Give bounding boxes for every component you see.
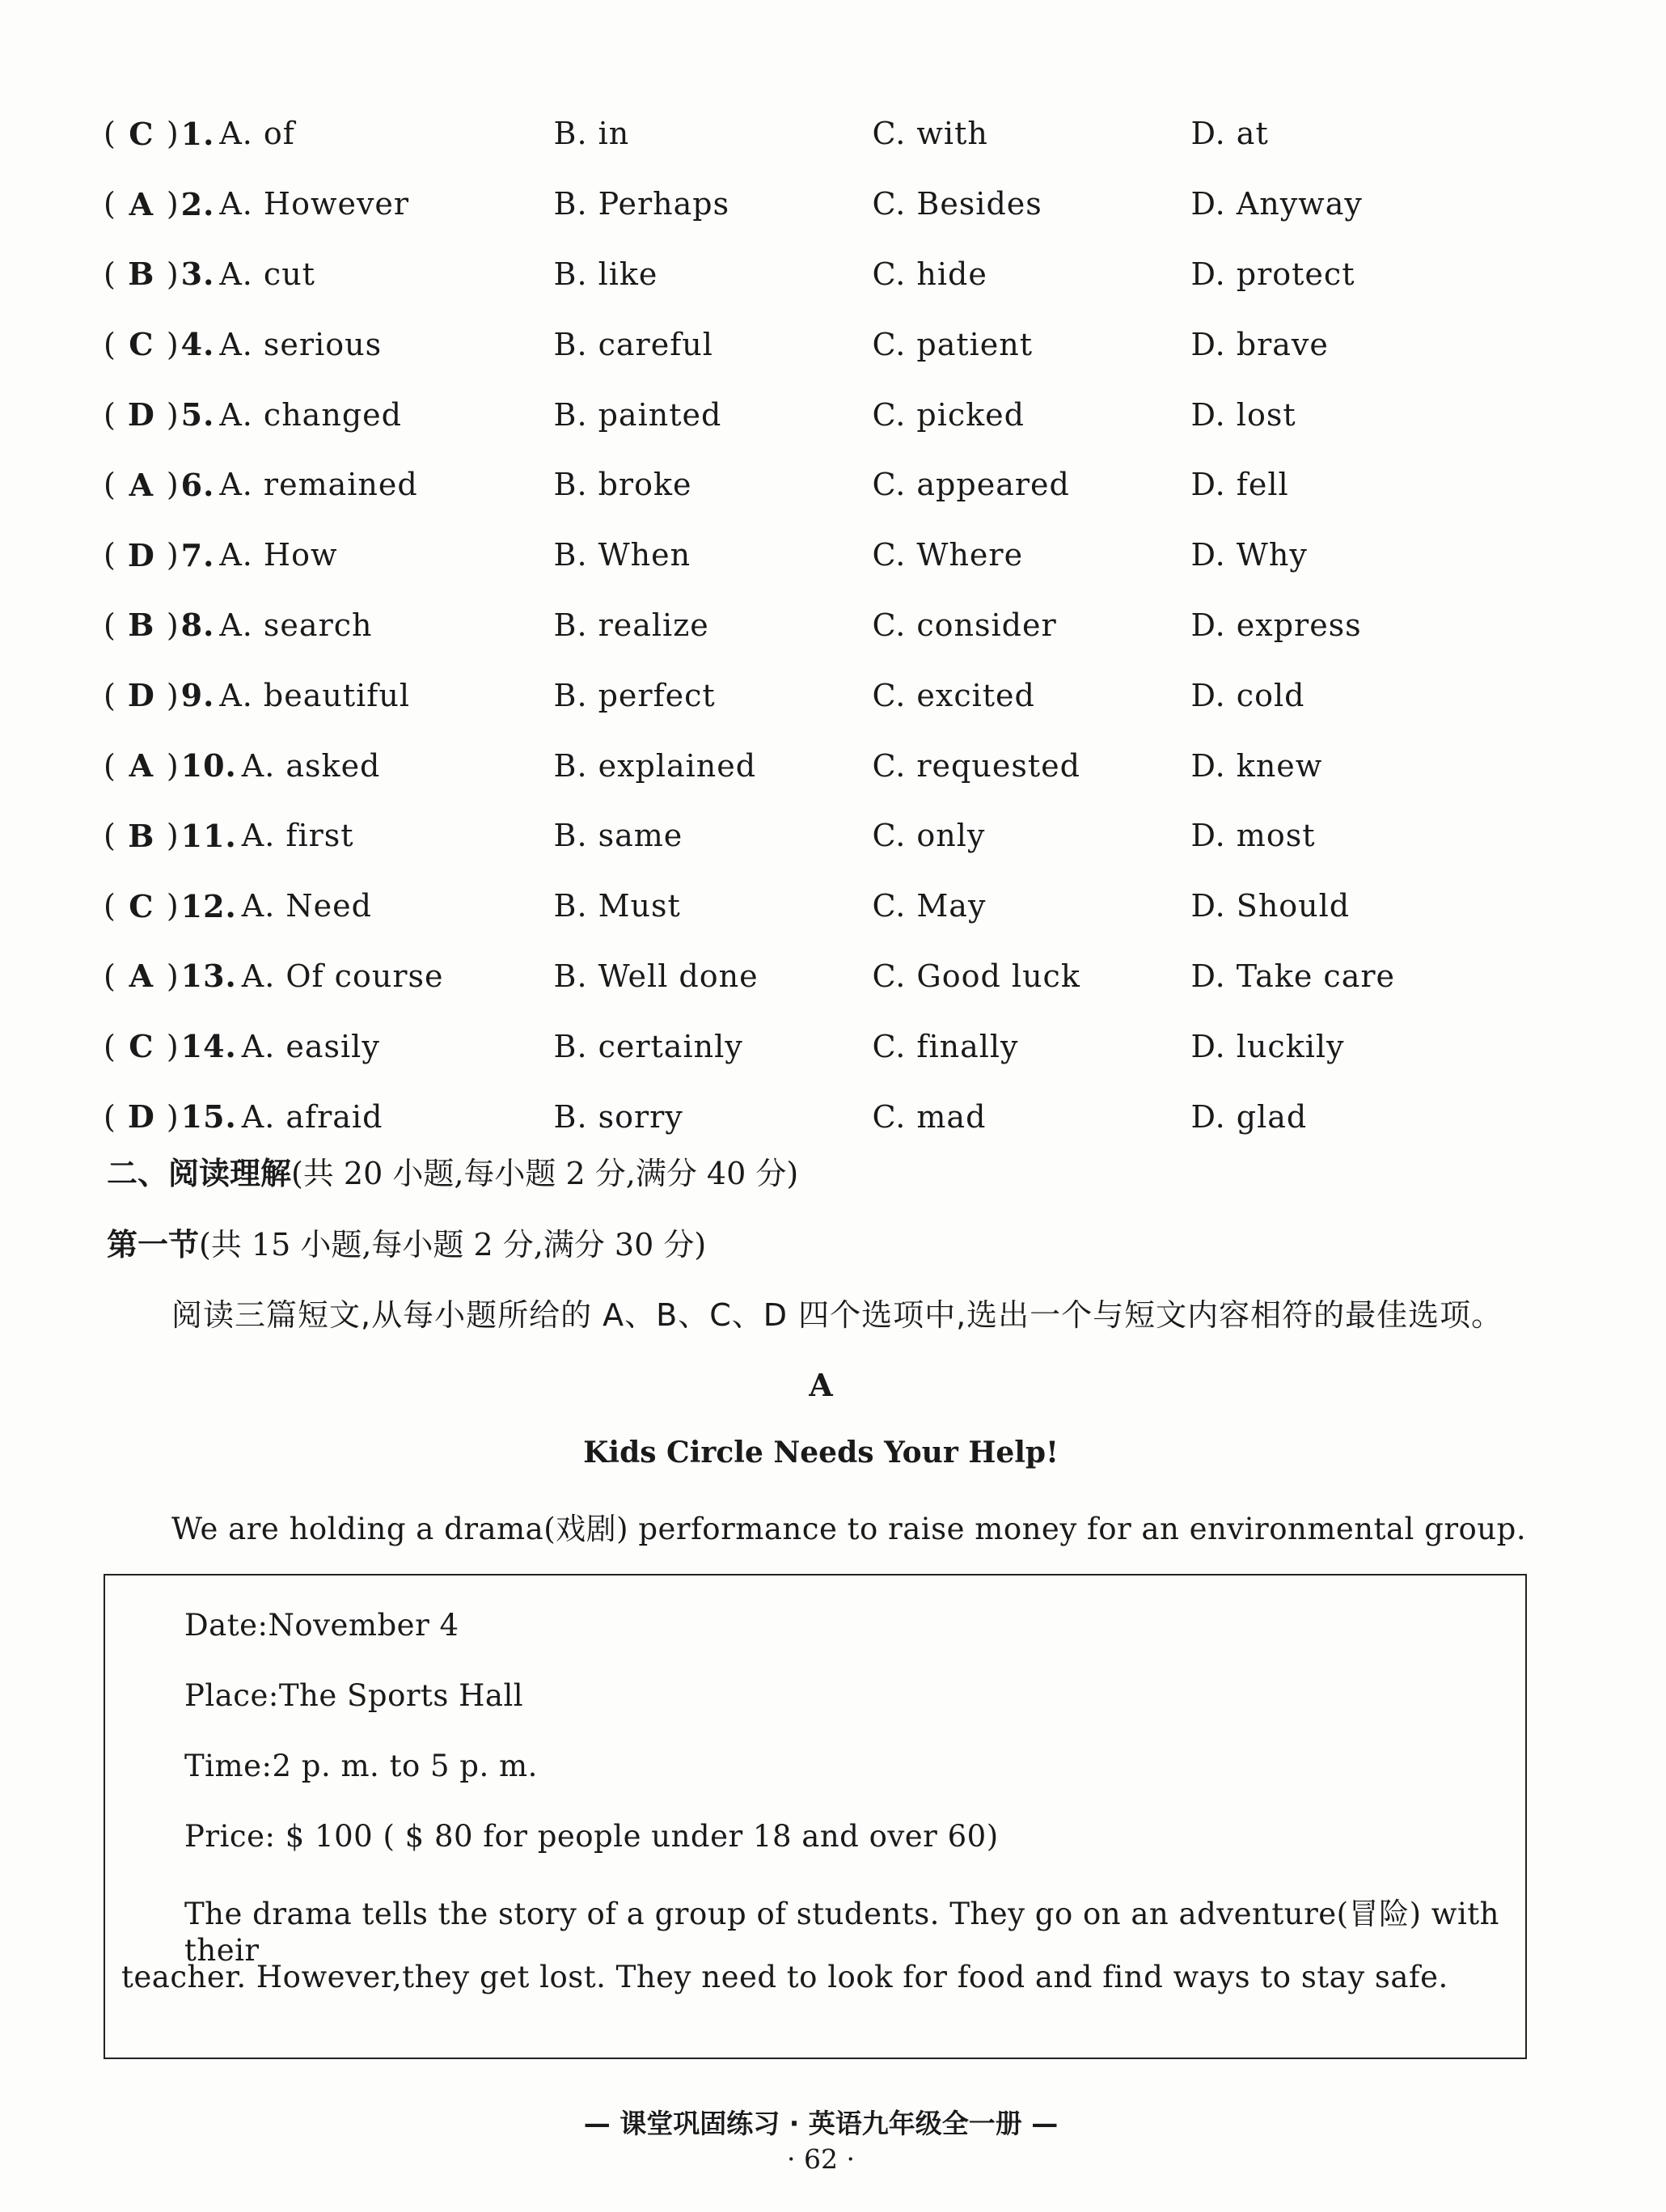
option-b: B. broke <box>553 467 692 503</box>
option-b: B. careful <box>553 326 713 362</box>
option-c: C. requested <box>872 747 1080 784</box>
open-paren: ( <box>104 958 116 994</box>
answer-letter: B <box>128 607 155 644</box>
option-c: C. hide <box>872 256 987 292</box>
option-c: C. only <box>872 818 986 854</box>
answer-list <box>104 99 1430 1152</box>
open-paren: ( <box>104 537 116 573</box>
option-a: A. How <box>219 537 338 573</box>
question-stem <box>104 818 554 854</box>
question-number: 2. <box>180 185 215 222</box>
answer-letter: D <box>127 536 155 573</box>
option-b: B. certainly <box>553 1028 743 1064</box>
option-a: A. easily <box>241 1028 380 1064</box>
close-paren: ) <box>166 256 180 292</box>
option-b: B. When <box>553 537 691 573</box>
option-c: C. Good luck <box>872 958 1080 994</box>
option-b: B. painted <box>553 396 722 433</box>
open-paren: ( <box>104 1098 116 1135</box>
question-number: 9. <box>180 677 215 714</box>
answer-letter: A <box>129 747 154 785</box>
question-stem <box>104 396 554 433</box>
question-stem <box>104 1028 554 1064</box>
question-stem <box>104 326 554 362</box>
open-paren: ( <box>104 677 116 713</box>
option-b: B. in <box>553 116 630 152</box>
question-row <box>104 660 1430 730</box>
part-detail: (共 15 小题,每小题 2 分,满分 30 分) <box>199 1227 707 1262</box>
option-a: A. Of course <box>241 958 444 994</box>
option-d: D. glad <box>1190 1098 1308 1135</box>
option-c: C. patient <box>872 326 1034 362</box>
question-stem <box>104 256 554 292</box>
question-number: 6. <box>180 466 215 503</box>
open-paren: ( <box>104 467 116 503</box>
answer-letter: C <box>129 326 154 363</box>
question-number: 15. <box>180 1098 237 1136</box>
question-number: 14. <box>180 1028 237 1065</box>
event-date: Date:November 4 <box>184 1608 459 1643</box>
question-stem <box>104 677 554 713</box>
question-stem <box>104 747 554 784</box>
event-price: Price: $ 100 ( $ 80 for people under 18 and over 60) <box>184 1819 999 1854</box>
option-d: D. Should <box>1190 888 1351 924</box>
option-d: D. at <box>1190 116 1269 152</box>
answer-letter: C <box>129 115 154 152</box>
option-c: C. Besides <box>872 186 1042 222</box>
question-row <box>104 1081 1430 1152</box>
question-stem <box>104 186 554 222</box>
option-c: C. Where <box>872 537 1024 573</box>
question-number: 13. <box>180 958 237 995</box>
question-row <box>104 450 1430 520</box>
question-row <box>104 1011 1430 1081</box>
close-paren: ) <box>166 818 180 854</box>
section-detail: (共 20 小题,每小题 2 分,满分 40 分) <box>291 1156 799 1191</box>
story-line-1: The drama tells the story of a group of students. They go on an adventure(冒险) with their <box>184 1897 1500 1968</box>
close-paren: ) <box>166 1028 180 1064</box>
page-number: · 62 · <box>787 2143 855 2175</box>
question-stem <box>104 467 554 503</box>
question-stem <box>104 888 554 924</box>
option-c: C. picked <box>872 396 1025 433</box>
option-d: D. Why <box>1190 537 1308 573</box>
option-b: B. like <box>553 256 658 292</box>
close-paren: ) <box>166 537 180 573</box>
option-a: A. However <box>219 186 410 222</box>
option-a: A. changed <box>219 396 402 433</box>
option-c: C. mad <box>872 1098 987 1135</box>
question-number: 1. <box>180 115 215 152</box>
question-row <box>104 379 1430 450</box>
close-paren: ) <box>166 467 180 503</box>
question-row <box>104 590 1430 661</box>
close-paren: ) <box>166 747 180 784</box>
option-d: D. Anyway <box>1190 186 1363 222</box>
option-b: B. same <box>553 818 683 854</box>
answer-letter: D <box>127 1098 155 1136</box>
answer-letter: B <box>128 256 155 293</box>
question-row <box>104 730 1430 801</box>
option-d: D. knew <box>1190 747 1323 784</box>
option-a: A. of <box>219 116 295 152</box>
option-a: A. beautiful <box>219 677 410 713</box>
question-stem <box>104 537 554 573</box>
answer-letter: C <box>129 1028 154 1065</box>
answer-letter: B <box>128 817 155 854</box>
option-a: A. serious <box>219 326 383 362</box>
option-d: D. lost <box>1190 396 1296 433</box>
event-time: Time:2 p. m. to 5 p. m. <box>184 1749 538 1783</box>
question-number: 4. <box>180 326 215 363</box>
story-line-2: teacher. However,they get lost. They need to look for food and find ways to stay safe. <box>121 1960 1448 1994</box>
event-info-box <box>104 1574 1527 2059</box>
passage-letter: A <box>809 1367 833 1403</box>
part-heading <box>107 1220 706 1264</box>
open-paren: ( <box>104 747 116 784</box>
question-row <box>104 941 1430 1012</box>
open-paren: ( <box>104 326 116 362</box>
open-paren: ( <box>104 888 116 924</box>
open-paren: ( <box>104 607 116 643</box>
question-number: 5. <box>180 396 215 434</box>
answer-letter: A <box>129 466 154 503</box>
close-paren: ) <box>166 326 180 362</box>
footer-title: — 课堂巩固练习 · 英语九年级全一册 — <box>583 2108 1059 2139</box>
answer-letter: A <box>129 958 154 995</box>
question-row <box>104 871 1430 941</box>
open-paren: ( <box>104 256 116 292</box>
open-paren: ( <box>104 186 116 222</box>
open-paren: ( <box>104 1028 116 1064</box>
option-c: C. finally <box>872 1028 1019 1064</box>
question-number: 10. <box>180 747 237 785</box>
option-a: A. asked <box>241 747 381 784</box>
close-paren: ) <box>166 116 180 152</box>
option-d: D. express <box>1190 607 1362 643</box>
option-b: B. Well done <box>553 958 759 994</box>
question-stem <box>104 958 554 994</box>
close-paren: ) <box>166 186 180 222</box>
question-row <box>104 99 1430 169</box>
close-paren: ) <box>166 677 180 713</box>
section-title: 二、阅读理解 <box>107 1156 292 1191</box>
close-paren: ) <box>166 958 180 994</box>
question-number: 11. <box>180 817 237 854</box>
option-d: D. protect <box>1190 256 1355 292</box>
open-paren: ( <box>104 116 116 152</box>
option-a: A. cut <box>219 256 315 292</box>
option-a: A. Need <box>241 888 372 924</box>
option-d: D. Take care <box>1190 958 1396 994</box>
option-a: A. first <box>241 818 354 854</box>
close-paren: ) <box>166 888 180 924</box>
option-c: C. May <box>872 888 987 924</box>
instruction-text: 阅读三篇短文,从每小题所给的 A、B、C、D 四个选项中,选出一个与短文内容相符的最佳选项。 <box>171 1297 1503 1333</box>
option-b: B. Perhaps <box>553 186 730 222</box>
answer-letter: A <box>129 185 154 222</box>
passage-intro: We are holding a drama(戏剧) performance to raise money for an environmental group. <box>171 1512 1527 1546</box>
part-title: 第一节 <box>107 1227 200 1262</box>
option-d: D. brave <box>1190 326 1329 362</box>
option-b: B. explained <box>553 747 757 784</box>
option-a: A. afraid <box>241 1098 383 1135</box>
close-paren: ) <box>166 607 180 643</box>
event-place: Place:The Sports Hall <box>184 1678 524 1713</box>
question-number: 3. <box>180 256 215 293</box>
close-paren: ) <box>166 1098 180 1135</box>
option-c: C. consider <box>872 607 1057 643</box>
option-c: C. excited <box>872 677 1035 713</box>
question-number: 12. <box>180 887 237 924</box>
question-stem <box>104 116 554 152</box>
passage-title: Kids Circle Needs Your Help! <box>583 1436 1059 1470</box>
option-b: B. sorry <box>553 1098 683 1135</box>
open-paren: ( <box>104 396 116 433</box>
question-row <box>104 169 1430 239</box>
option-d: D. most <box>1190 818 1316 854</box>
option-b: B. Must <box>553 888 681 924</box>
open-paren: ( <box>104 818 116 854</box>
option-c: C. appeared <box>872 467 1070 503</box>
option-d: D. fell <box>1190 467 1289 503</box>
question-row <box>104 520 1430 590</box>
option-b: B. realize <box>553 607 709 643</box>
option-b: B. perfect <box>553 677 716 713</box>
answer-letter: D <box>127 677 155 714</box>
question-row <box>104 309 1430 379</box>
section-heading <box>107 1148 798 1193</box>
question-number: 8. <box>180 607 215 644</box>
question-row <box>104 239 1430 310</box>
option-d: D. luckily <box>1190 1028 1345 1064</box>
option-c: C. with <box>872 116 988 152</box>
answer-letter: D <box>127 396 155 434</box>
option-d: D. cold <box>1190 677 1305 713</box>
question-stem <box>104 607 554 643</box>
question-row <box>104 801 1430 871</box>
question-number: 7. <box>180 536 215 573</box>
option-a: A. search <box>219 607 373 643</box>
question-stem <box>104 1098 554 1135</box>
close-paren: ) <box>166 396 180 433</box>
answer-letter: C <box>129 887 154 924</box>
option-a: A. remained <box>219 467 418 503</box>
